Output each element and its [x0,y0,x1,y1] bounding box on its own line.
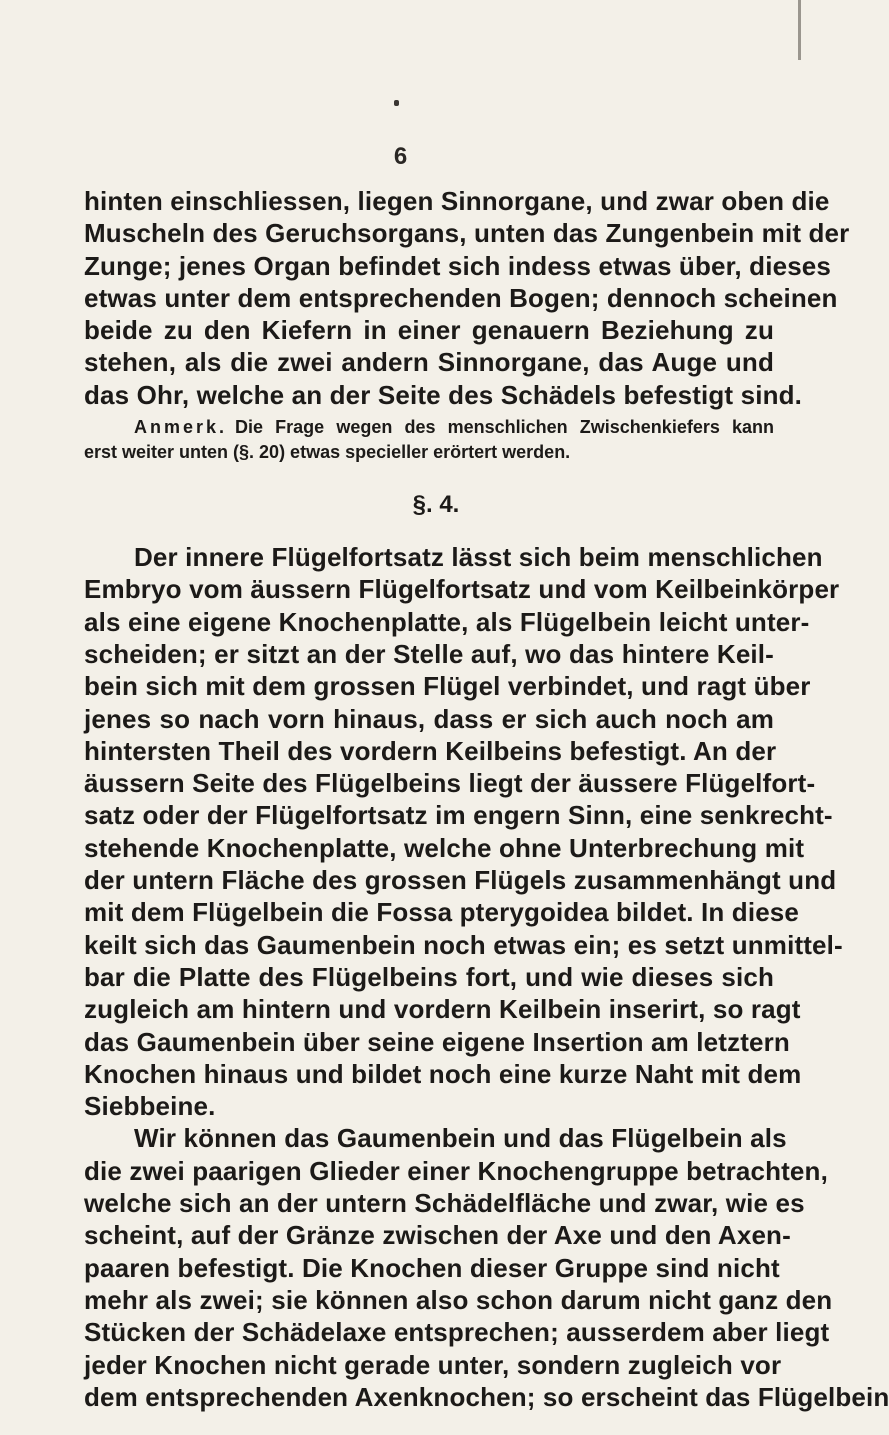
text-line: stehen, als die zwei andern Sinnorgane, das Auge und [84,347,774,378]
note-line: erst weiter unten (§. 20) etwas specieller erörtert werden. [84,442,571,463]
text-line: der untern Fläche des grossen Flügels zusammenhängt und [84,865,837,896]
text-line: hintersten Theil des vordern Keilbeins befestigt. An der [84,735,777,766]
text-line: jeder Knochen nicht gerade unter, sondern zugleich vor [84,1349,782,1380]
text-line: scheint, auf der Gränze zwischen der Axe und den Axen- [84,1220,791,1251]
text-line: das Gaumenbein über seine eigene Insertion am letztern [84,1026,790,1057]
text-line: Siebbeine. [84,1091,216,1122]
text-line: Muscheln des Geruchsorgans, unten das Zungenbein mit der [84,218,850,249]
paragraph-2 [84,541,843,1122]
note-label: Anmerk. [134,417,228,438]
text-line: etwas unter dem entsprechenden Bogen; dennoch scheinen [84,282,838,313]
text-line: mit dem Flügelbein die Fossa pterygoidea bildet. In diese [84,897,800,928]
page-edge-mark [798,0,801,60]
text-line: zugleich am hintern und vordern Keilbein inserirt, so ragt [84,994,801,1025]
text-line: bar die Platte des Flügelbeins fort, und wie dieses sich [84,961,774,992]
paragraph-3 [84,1122,889,1413]
text-line: dem entsprechenden Axenknochen; so erscheint das Flügelbein [84,1381,889,1412]
text-line: hinten einschliessen, liegen Sinnorgane, und zwar oben die [84,186,830,216]
text-line: scheiden; er sitzt an der Stelle auf, wo das hintere Keil- [84,638,774,669]
text-line: Embryo vom äussern Flügelfortsatz und vom Keilbeinkörper [84,574,840,605]
page-number: 6 [393,143,408,170]
note-line [84,415,774,440]
text-line: Der innere Flügelfortsatz lässt sich beim menschlichen [134,542,823,573]
text-line: bein sich mit dem grossen Flügel verbindet, und ragt über [84,671,811,702]
text-line: welche sich an der untern Schädelfläche und zwar, wie es [84,1188,805,1219]
text-line: Knochen hinaus und bildet noch eine kurze Naht mit dem [84,1058,802,1089]
text-line: paaren befestigt. Die Knochen dieser Gruppe sind nicht [84,1252,780,1283]
note-text: Die Frage wegen des menschlichen Zwischenkiefers kann [235,417,774,438]
text-line: Wir können das Gaumenbein und das Flügelbein als [134,1123,787,1154]
text-line: mehr als zwei; sie können also schon darum nicht ganz den [84,1284,833,1315]
text-line: keilt sich das Gaumenbein noch etwas ein; es setzt unmittel- [84,929,843,960]
text-column [84,185,889,1413]
text-line: stehende Knochenplatte, welche ohne Unterbrechung mit [84,832,805,863]
paragraph-1 [84,185,850,411]
section-heading: §. 4. [412,491,460,519]
text-line: das Ohr, welche an der Seite des Schädels befestigt sind. [84,379,803,410]
footnote-remark [84,415,774,465]
text-line: die zwei paarigen Glieder einer Knochengruppe betrachten, [84,1155,828,1186]
text-line: satz oder der Flügelfortsatz im engern Sinn, eine senkrecht- [84,800,833,831]
text-line: jenes so nach vorn hinaus, dass er sich auch noch am [84,703,774,734]
text-line: Stücken der Schädelaxe entsprechen; ausserdem aber liegt [84,1317,830,1348]
text-line: beide zu den Kiefern in einer genauern Beziehung zu [84,315,774,346]
text-line: Zunge; jenes Organ befindet sich indess etwas über, dieses [84,250,832,281]
text-line: äussern Seite des Flügelbeins liegt der äussere Flügelfort- [84,768,816,799]
text-line: als eine eigene Knochenplatte, als Flügelbein leicht unter- [84,606,810,637]
ink-dot [394,100,399,106]
